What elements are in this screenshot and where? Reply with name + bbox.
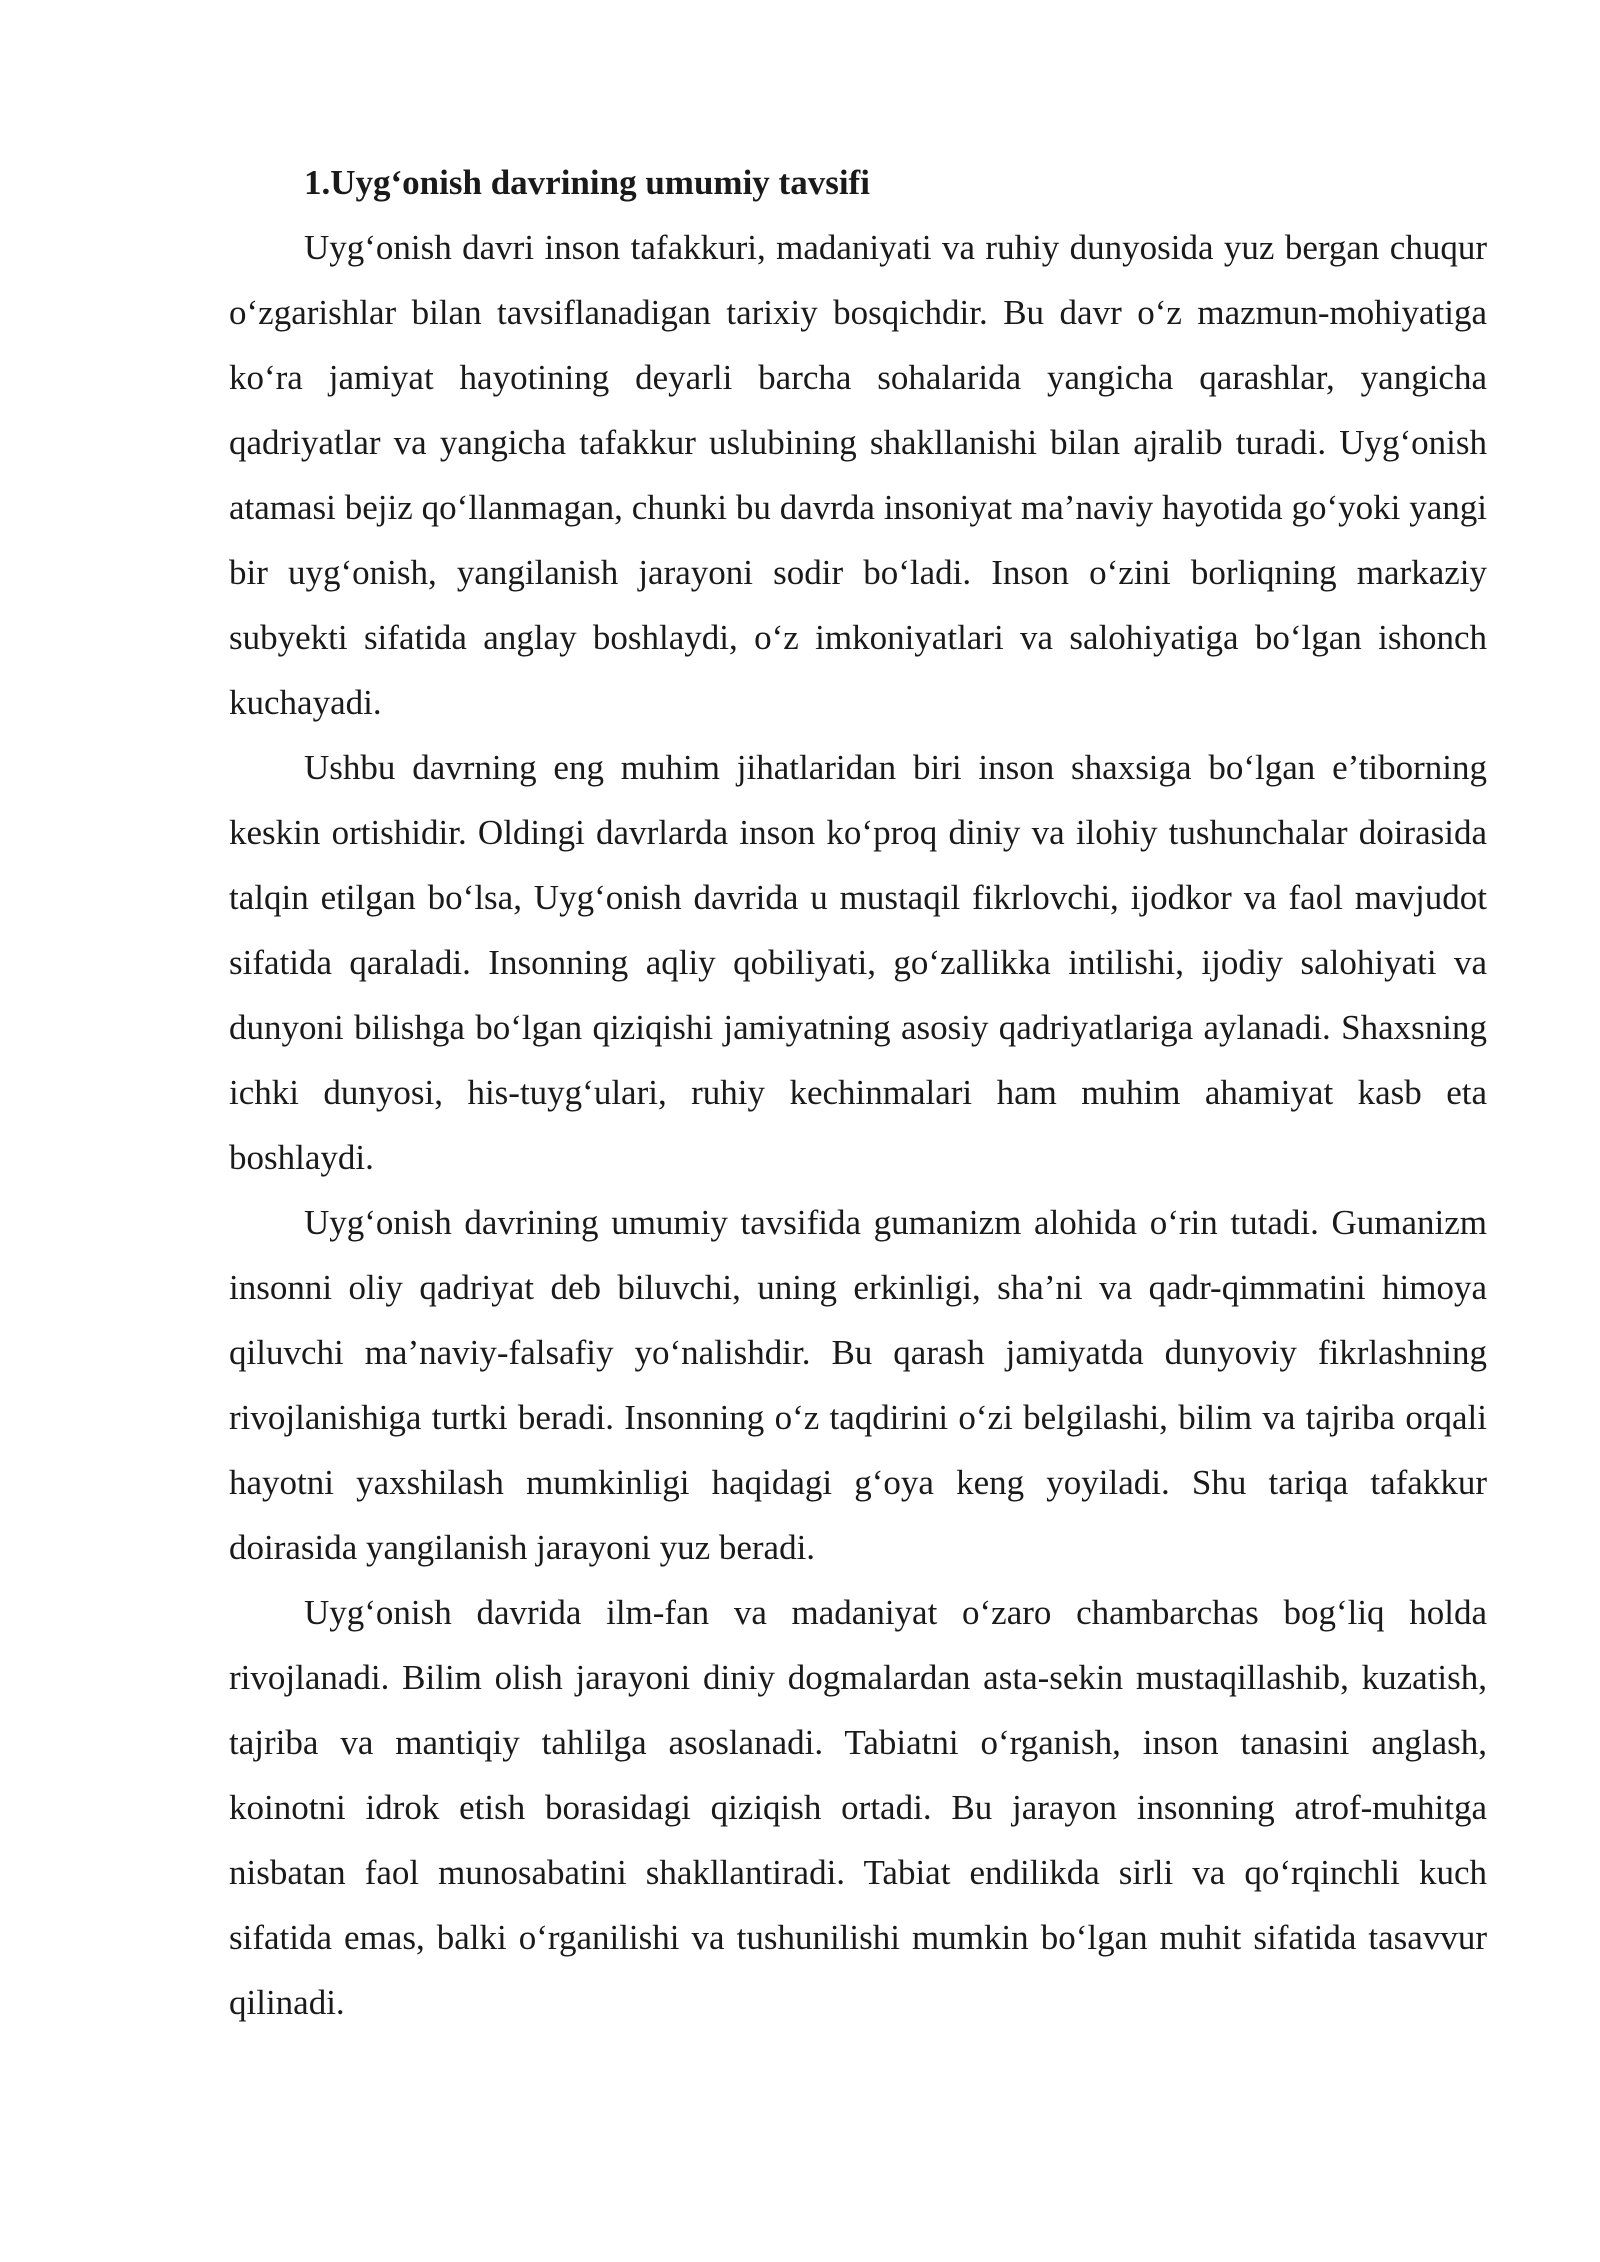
paragraph-1: Uyg‘onish davri inson tafakkuri, madaniyati va ruhiy dunyosida yuz bergan chuqur o‘zgarishlar bilan tavsiflanadigan tarixiy bosqichdir. Bu davr o‘z mazmun-mohiyatiga ko‘ra jamiyat hayotining deyarli barcha sohalarida yangicha qarashlar, yangicha qadriyatlar va yangicha tafakkur uslubining shakllanishi bilan ajralib turadi. Uyg‘onish atamasi bejiz qo‘llanmagan, chunki bu davrda insoniyat ma’naviy hayotida go‘yoki yangi bir uyg‘onish, yangilanish jarayoni sodir bo‘ladi. Inson o‘zini borliqning markaziy subyekti sifatida anglay boshlaydi, o‘z imkoniyatlari va salohiyatiga bo‘lgan ishonch kuchayadi. xyxy=(229,228,1487,722)
document-page xyxy=(229,150,1487,2035)
section-heading: 1.Uyg‘onish davrining umumiy tavsifi xyxy=(304,163,870,202)
paragraph-4: Uyg‘onish davrida ilm-fan va madaniyat o‘zaro chambarchas bog‘liq holda rivojlanadi. Bilim olish jarayoni diniy dogmalardan asta-sekin mustaqillashib, kuzatish, tajriba va mantiqiy tahlilga asoslanadi. Tabiatni o‘rganish, inson tanasini anglash, koinotni idrok etish borasidagi qiziqish ortadi. Bu jarayon insonning atrof-muhitga nisbatan faol munosabatini shakllantiradi. Tabiat endilikda sirli va qo‘rqinchli kuch sifatida emas, balki o‘rganilishi va tushunilishi mumkin bo‘lgan muhit sifatida tasavvur qilinadi. xyxy=(229,1593,1487,2022)
paragraph-2: Ushbu davrning eng muhim jihatlaridan biri inson shaxsiga bo‘lgan e’tiborning keskin ortishidir. Oldingi davrlarda inson ko‘proq diniy va ilohiy tushunchalar doirasida talqin etilgan bo‘lsa, Uyg‘onish davrida u mustaqil fikrlovchi, ijodkor va faol mavjudot sifatida qaraladi. Insonning aqliy qobiliyati, go‘zallikka intilishi, ijodiy salohiyati va dunyoni bilishga bo‘lgan qiziqishi jamiyatning asosiy qadriyatlariga aylanadi. Shaxsning ichki dunyosi, his-tuyg‘ulari, ruhiy kechinmalari ham muhim ahamiyat kasb eta boshlaydi. xyxy=(229,748,1487,1177)
paragraph-3: Uyg‘onish davrining umumiy tavsifida gumanizm alohida o‘rin tutadi. Gumanizm insonni oliy qadriyat deb biluvchi, uning erkinligi, sha’ni va qadr-qimmatini himoya qiluvchi ma’naviy-falsafiy yo‘nalishdir. Bu qarash jamiyatda dunyoviy fikrlashning rivojlanishiga turtki beradi. Insonning o‘z taqdirini o‘zi belgilashi, bilim va tajriba orqali hayotni yaxshilash mumkinligi haqidagi g‘oya keng yoyiladi. Shu tariqa tafakkur doirasida yangilanish jarayoni yuz beradi. xyxy=(229,1203,1487,1567)
